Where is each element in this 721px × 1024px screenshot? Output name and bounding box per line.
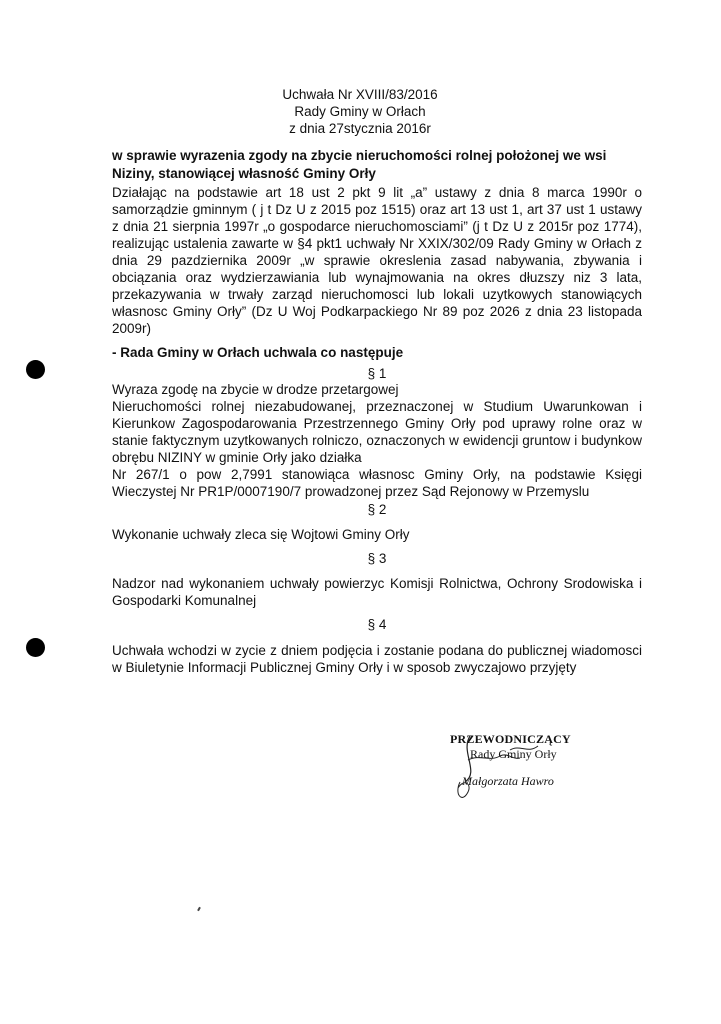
resolution-header xyxy=(250,86,470,137)
section-1-text: Wyraza zgodę na zbycie w drodze przetargowej xyxy=(112,382,399,397)
handwritten-signature xyxy=(450,732,610,812)
resolution-number: Uchwała Nr XVIII/83/2016 xyxy=(282,87,438,102)
section-2-text: Wykonanie uchwały zleca się Wojtowi Gminy Orły xyxy=(112,527,410,542)
signature-body: Rady Gminy Orły xyxy=(470,747,557,761)
section-1-mark: § 1 xyxy=(367,366,387,381)
punch-hole-bottom xyxy=(26,638,45,657)
signature-stamp xyxy=(450,732,610,789)
punch-hole-top xyxy=(26,360,45,379)
preamble: Działając na podstawie art 18 ust 2 pkt 9 lit „a” ustawy z dnia 8 marca 1990r o samorządzie gminnym ( j t Dz U z 2015 poz 1515) oraz art 13 ust 1, art 37 ust 1 ustawy z dnia 21 sierpnia 1997r „o gospodarce nieruchomosciami” (j t Dz U z 2015r poz 1774), realizując ustalenia zawarte w §4 pkt1 uchwały Nr XXIX/302/09 Rady Gminy w Orłach z dnia 29 pazdziernika 2009r „w sprawie okreslenia zasad nabywania, zbywania i obciązania oraz wydzierzawiania lub wynajmowania na okres dłuzszy niz 3 lata, przekazywania w trwały zarząd nieruchomosci lub lokali uzytkowych stanowiących własnosc Gminy Orły” (Dz U Woj Podkarpackiego Nr 89 poz 2026 z dnia 23 listopada 2009r) xyxy=(112,185,642,336)
signature-name: Małgorzata Hawro xyxy=(462,774,554,788)
section-3-mark: § 3 xyxy=(367,551,387,566)
section-1-property-description: Nieruchomości rolnej niezabudowanej, przeznaczonej w Studium Uwarunkowan i Kierunkow Zagospodarowania Przestrzennego Gminy Orły pod uprawy rolne oraz w stanie faktycznym uzytkowanych rolniczo, oznaczonych w ewidencji gruntow i budynkow obrębu NIZINY w gminie Orły jako działka xyxy=(112,399,642,465)
section-1-land-registry: Nr 267/1 o pow 2,7991 stanowiąca własnosc Gminy Orły, na podstawie Księgi Wieczystej Nr PR1P/0007190/7 prowadzonej przez Sąd Rejonowy w Przemyslu xyxy=(112,467,642,499)
section-2-mark: § 2 xyxy=(367,502,387,517)
section-4-text: Uchwała wchodzi w zycie z dniem podjęcia i zostanie podana do publicznej wiadomosci w Biuletynie Informacji Publicznej Gminy Orły i w sposob zwyczajowo przyjęty xyxy=(112,643,642,675)
resolution-subject: w sprawie wyrazenia zgody na zbycie nieruchomości rolnej położonej we wsi Niziny, stanowiącej własność Gminy Orły xyxy=(112,148,607,181)
signature-title: PRZEWODNICZĄCY xyxy=(450,732,571,746)
section-4-mark: § 4 xyxy=(367,617,387,632)
resolution-date: z dnia 27stycznia 2016r xyxy=(289,121,431,136)
resolution-intro: - Rada Gminy w Orłach uchwala co następuje xyxy=(112,345,404,360)
scan-artifact xyxy=(197,907,201,911)
section-3-text: Nadzor nad wykonaniem uchwały powierzyc Komisji Rolnictwa, Ochrony Srodowiska i Gospodarki Komunalnej xyxy=(112,576,642,608)
council-name: Rady Gminy w Orłach xyxy=(294,104,426,119)
